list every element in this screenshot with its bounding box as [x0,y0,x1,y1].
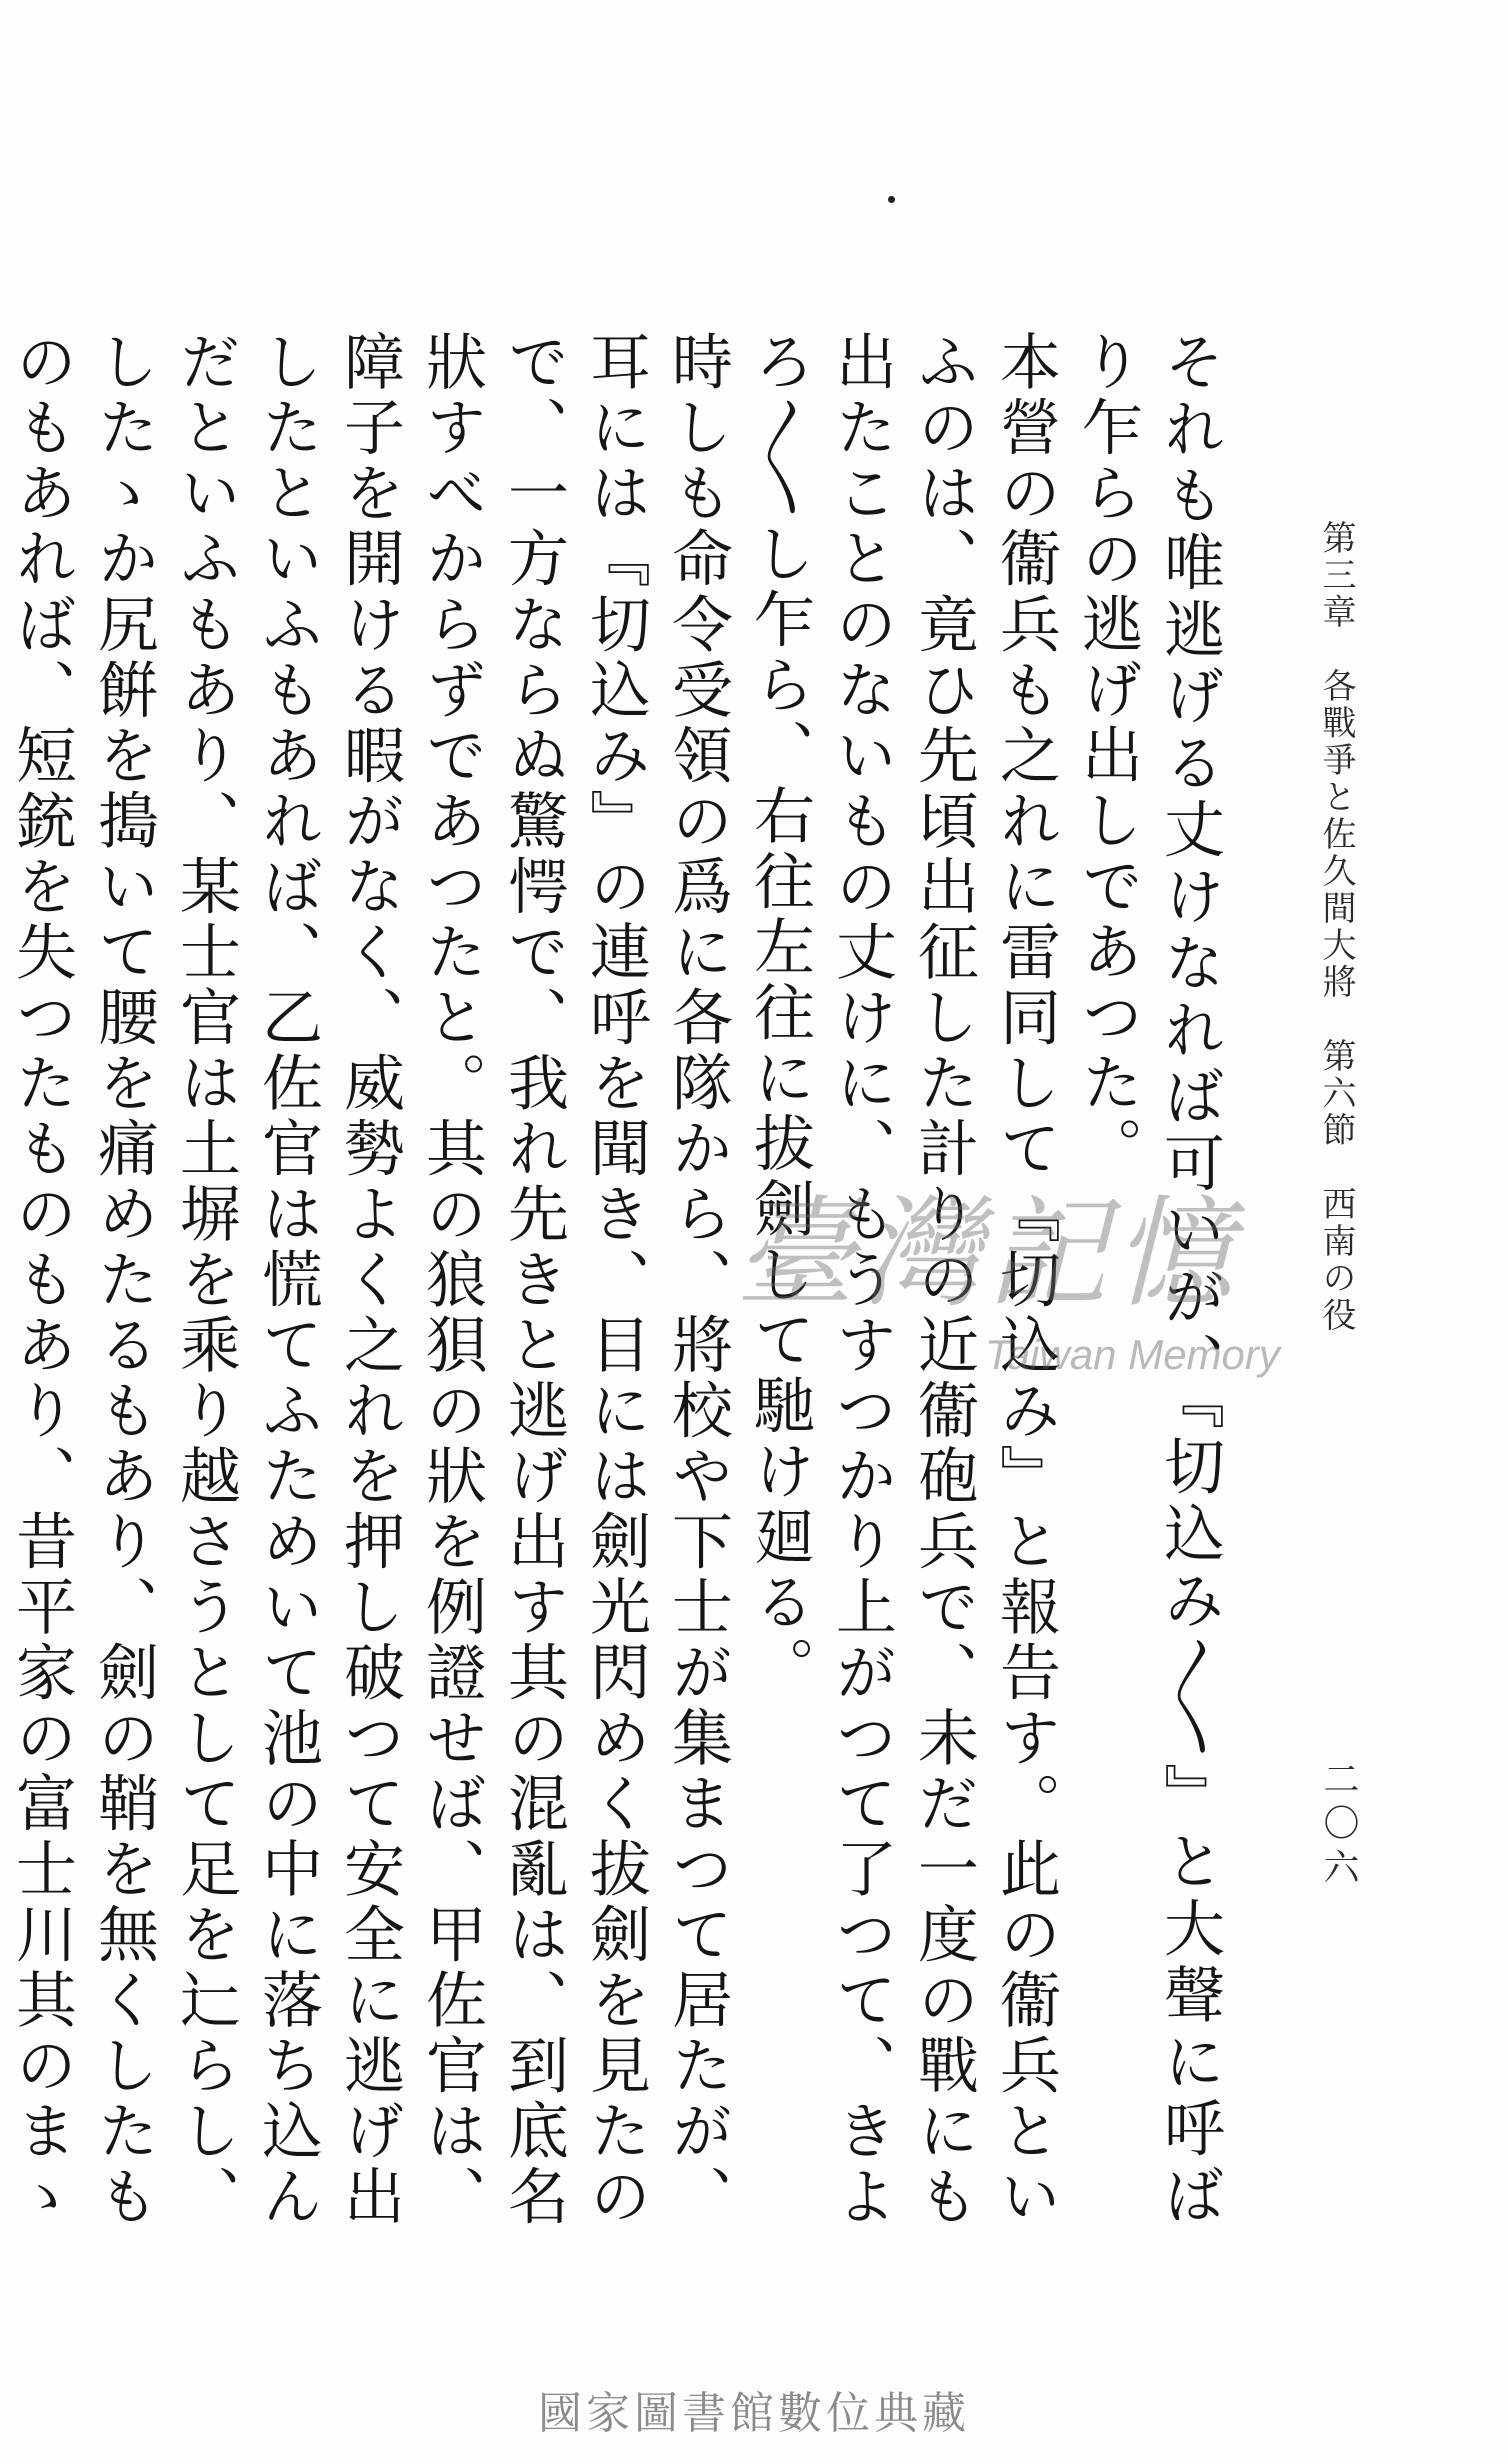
paragraph: それも唯逃げる丈けなれば可いが、『切込み〳〵』と大聲に呼ばり乍らの逃げ出しであつた。 [1072,330,1225,2230]
paragraph: 時しも命令受領の爲に各隊から、將校や下士が集まつて居たが、耳には『切込み』の連呼を聞き、目には劍光閃めく拔劍を見たので、一方ならぬ驚愕で、我れ先きと逃げ出す其の混亂は、到底名狀すべからずであつたと。其の狼狽の狀を例證せば、甲佐官は、障子を開ける暇がなく、威勢よく之れを押し破つて安全に逃げ出したといふもあれば、乙佐官は慌てふためいて池の中に落ち込んだといふもあり、某士官は土塀を乘り越さうとして足を辷らし、したゝか尻餠を搗いて腰を痛めたるもあり、劍の鞘を無くしたものもあれば、短銃を失つたものもあり、昔平家の富士川其のまゝ [6,330,733,2230]
running-head: 第三章 各戰爭と佐久間大將 第六節 西南の役 [1316,520,1356,1334]
footer-credit: 國家圖書館數位典藏 [538,2388,970,2439]
body-text [6,330,1230,2230]
watermark-subtitle: Taiwan Memory [985,1331,1280,1378]
watermark-title: 臺灣記憶 [735,1185,1239,1324]
page-number: 二〇六 [1318,1760,1359,1892]
paragraph: 本營の衞兵も之れに雷同して『切込み』と報告す。此の衞兵といふのは、竟ひ先頃出征した計りの近衞砲兵で、未だ一度の戰にも出たことのないもの丈けに、もうすつかり上がつて了つて、きよろ〳〵し乍ら、右往左往に拔劍して馳け廻る。 [744,330,1061,2230]
ink-speck [888,196,895,203]
